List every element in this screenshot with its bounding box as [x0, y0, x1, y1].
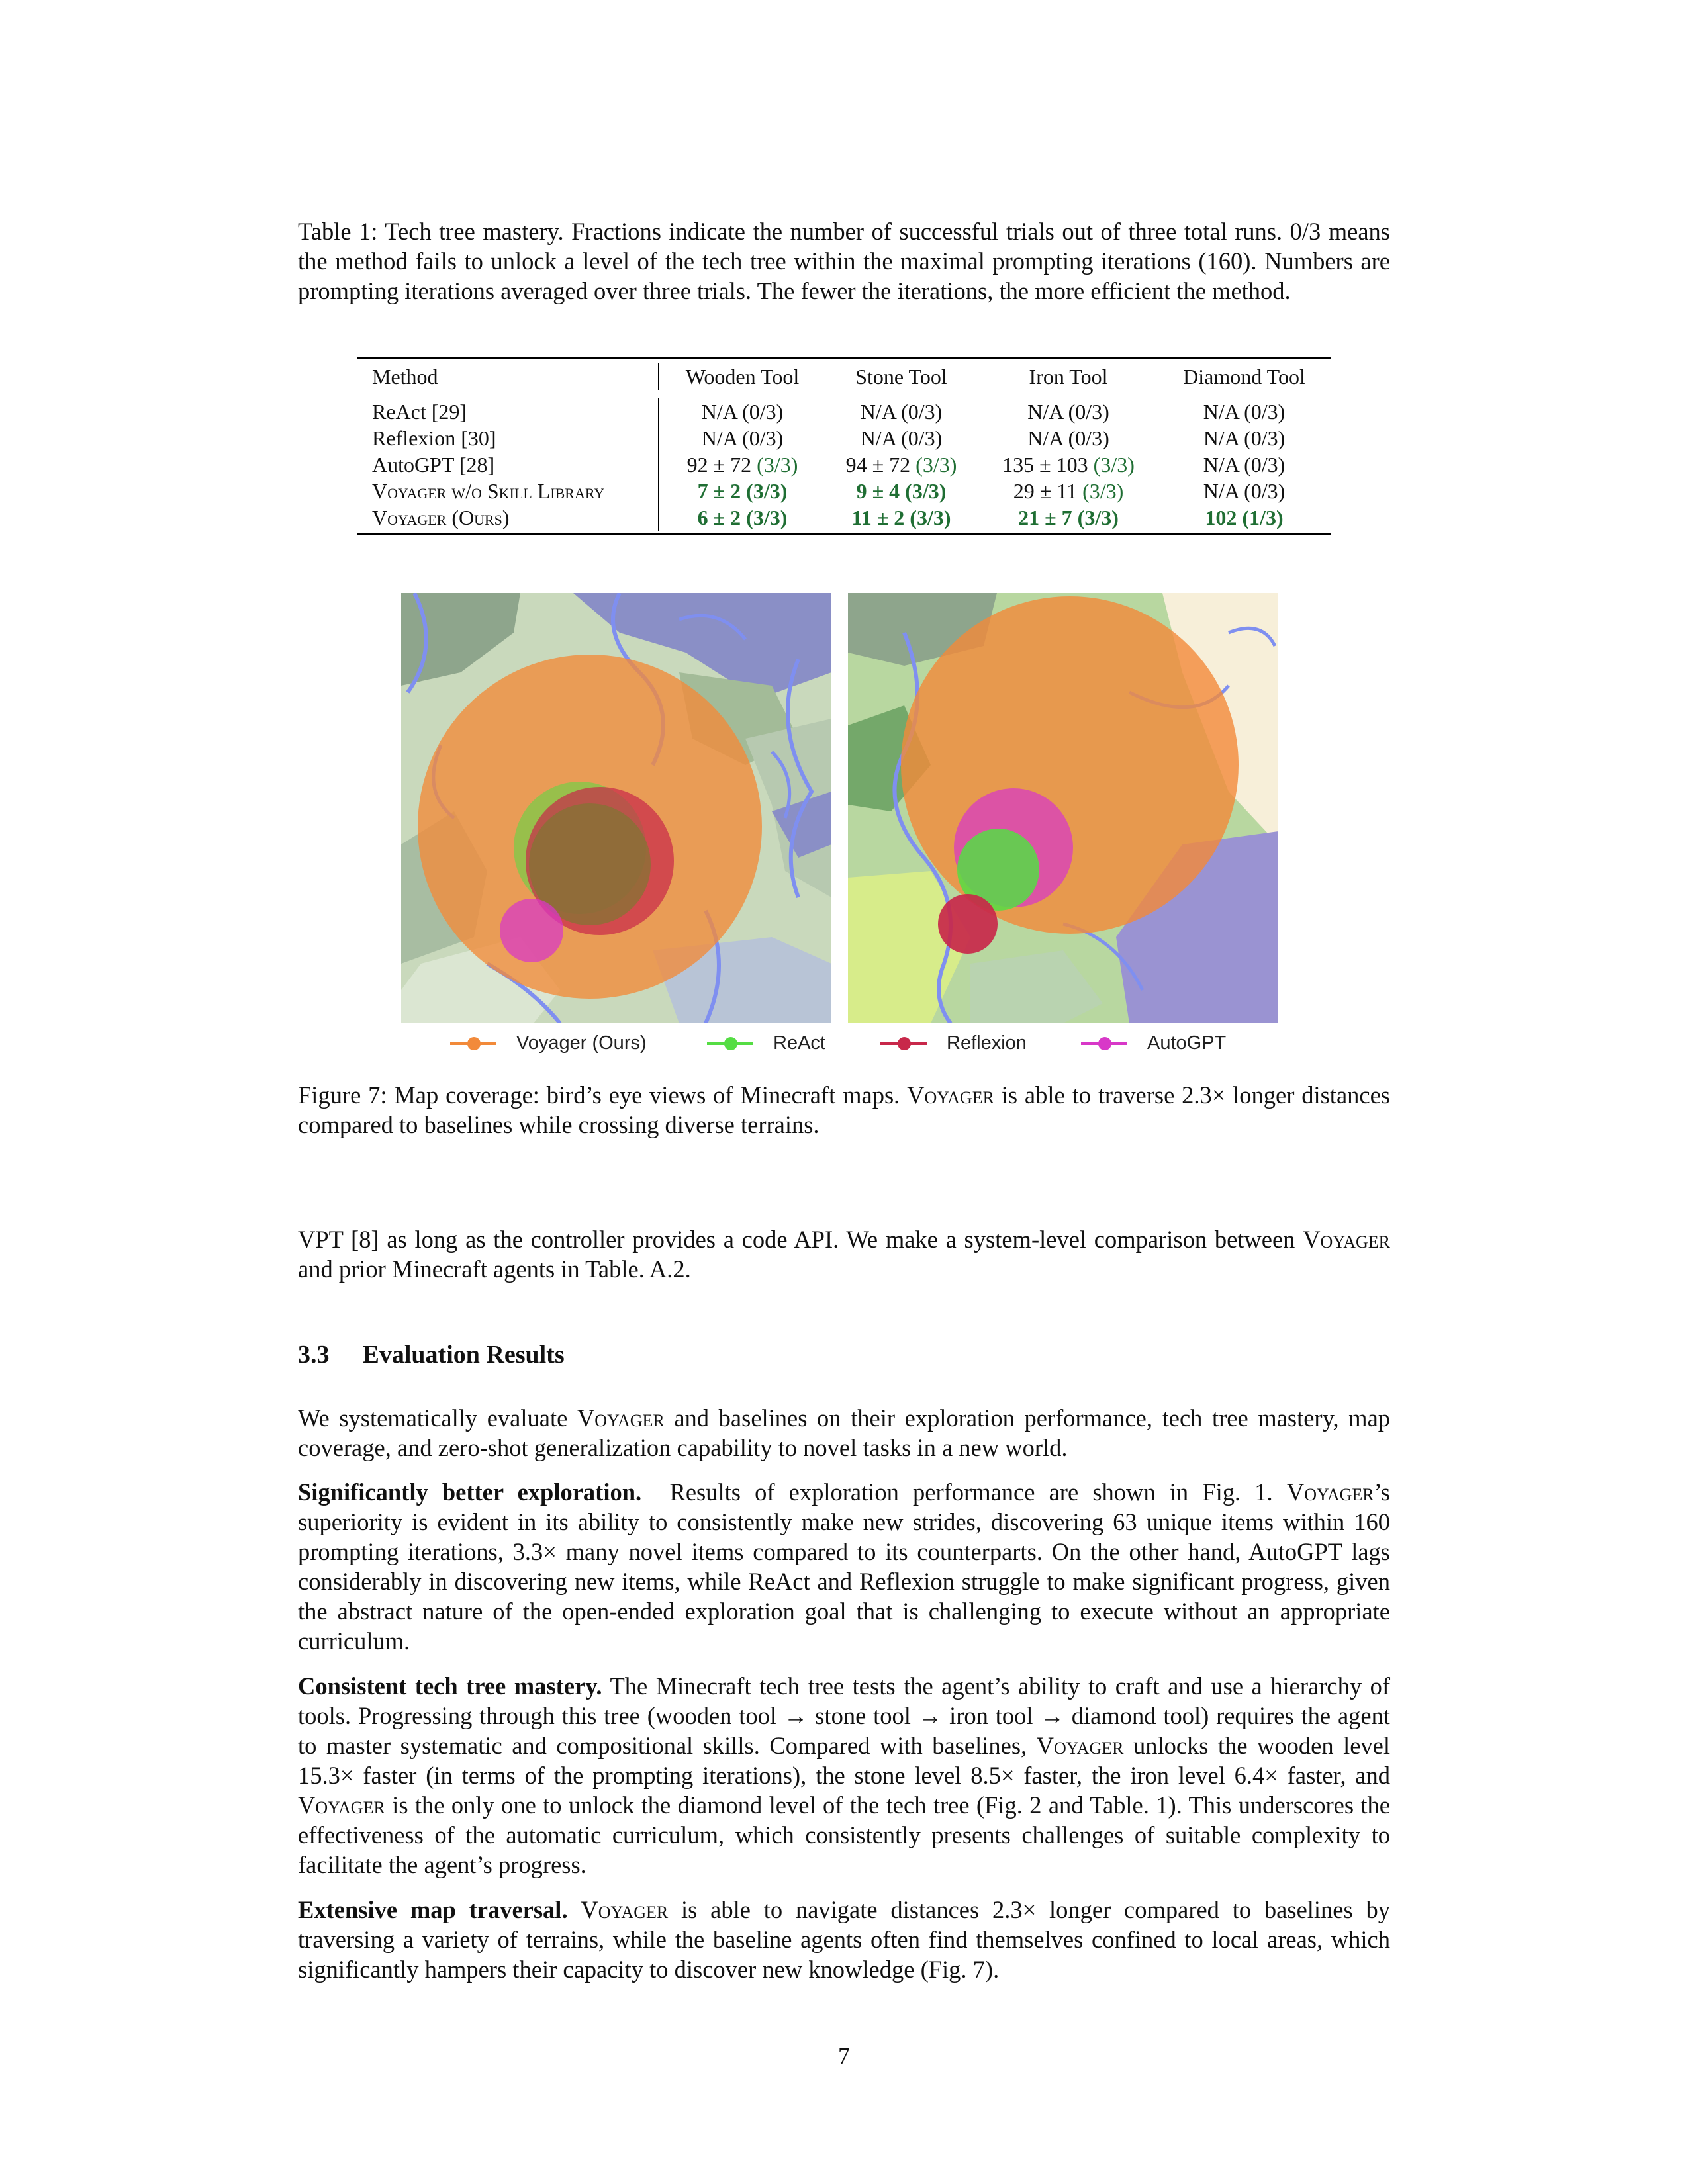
success-fraction: (0/3)	[1244, 479, 1286, 503]
iteration-value: N/A	[1203, 479, 1239, 503]
table-caption: Table 1: Tech tree mastery. Fractions indicate the number of successful trials out of three total runs. 0/3 means the method fails to unlock a level of the tech tree within the maximal prompting iterations (160). Numbers are prompting iterations averaged over three trials. The fewer the iterations, the more efficient the method.	[298, 218, 1390, 304]
legend-marker-icon	[707, 1042, 753, 1045]
reflexion-coverage-right	[938, 894, 998, 954]
result-cell	[661, 451, 823, 478]
table-row	[357, 478, 1331, 504]
iteration-value: N/A	[1203, 400, 1239, 424]
iteration-value: 29 ± 11	[1013, 479, 1078, 503]
result-cell	[979, 425, 1158, 451]
paragraph-map-traversal: Extensive map traversal. Voyager is able to navigate distances 2.3× longer compared to baselines by traversing a variety of terrains, while the baseline agents often find themselves confined to local areas, which significantly hampers their capacity to discover new knowledge (Fig. 7).	[298, 1896, 1391, 1983]
result-cell	[1158, 504, 1331, 531]
result-cell	[823, 504, 979, 531]
legend-label: ReAct	[773, 1032, 825, 1054]
paragraph-vpt: VPT [8] as long as the controller provides a code API. We make a system-level comparison between Voyager and prior Minecraft agents in Table. A.2.	[298, 1226, 1390, 1283]
paragraph-intro: We systematically evaluate Voyager and baselines on their exploration performance, tech tree mastery, map coverage, and zero-shot generalization capability to novel tasks in a new world.	[298, 1404, 1391, 1461]
legend-item	[1081, 1032, 1226, 1054]
success-fraction: (0/3)	[901, 426, 943, 450]
iteration-value: 6 ± 2	[697, 506, 741, 529]
legend-item	[880, 1032, 1027, 1054]
result-cell	[661, 398, 823, 425]
success-fraction: (3/3)	[1077, 506, 1119, 529]
iteration-value: N/A	[1203, 453, 1239, 477]
iteration-value: 135 ± 103	[1002, 453, 1088, 477]
iteration-value: N/A	[701, 426, 737, 450]
table-row	[357, 504, 1331, 531]
success-fraction: (3/3)	[905, 479, 947, 503]
success-fraction: (3/3)	[915, 453, 957, 477]
left-map	[401, 593, 831, 1023]
result-cell	[1158, 425, 1331, 451]
iteration-value: N/A	[701, 400, 737, 424]
paragraph-exploration: Significantly better exploration. Results of exploration performance are shown in Fig. 1. Voyager’s superiority is evident in its ability to consistently make new strides, discovering 63 unique items within 160 prompting iterations, 3.3× many novel items compared to its counterparts. On the other hand, AutoGPT lags considerably in discovering new items, while ReAct and Reflexion struggle to make significant progress, given the abstract nature of the open-ended exploration goal that is challenging to execute without an appropriate curriculum.	[298, 1479, 1391, 1655]
result-cell	[1158, 451, 1331, 478]
success-fraction: (0/3)	[1068, 426, 1109, 450]
success-fraction: (0/3)	[742, 400, 784, 424]
autogpt-coverage-left	[500, 899, 563, 962]
success-fraction: (3/3)	[757, 453, 798, 477]
map-coverage-figure	[401, 593, 1288, 1030]
tech-tree-table	[357, 357, 1331, 535]
legend-label: AutoGPT	[1147, 1032, 1227, 1054]
method-cell: Voyager (Ours)	[372, 506, 510, 529]
iteration-value: N/A	[860, 400, 896, 424]
success-fraction: (3/3)	[1082, 479, 1124, 503]
success-fraction: (0/3)	[1244, 400, 1286, 424]
legend-item	[707, 1032, 825, 1054]
iteration-value: 21 ± 7	[1018, 506, 1072, 529]
iteration-value: 9 ± 4	[856, 479, 900, 503]
result-cell	[979, 398, 1158, 425]
legend-marker-icon	[450, 1042, 496, 1045]
result-cell	[661, 504, 823, 531]
voyager-coverage-right	[901, 596, 1239, 934]
success-fraction: (3/3)	[746, 479, 788, 503]
method-cell: Voyager w/o Skill Library	[372, 479, 605, 503]
success-fraction: (0/3)	[1244, 453, 1286, 477]
success-fraction: (0/3)	[1068, 400, 1109, 424]
success-fraction: (3/3)	[910, 506, 951, 529]
iteration-value: N/A	[1027, 400, 1063, 424]
result-cell	[823, 425, 979, 451]
result-cell	[823, 398, 979, 425]
iteration-value: N/A	[860, 426, 896, 450]
header-stone: Stone Tool	[855, 365, 947, 388]
success-fraction: (0/3)	[742, 426, 784, 450]
figure-caption: Figure 7: Map coverage: bird’s eye views of Minecraft maps. Voyager is able to traverse 2.3× longer distances compared to baselines while crossing diverse terrains.	[298, 1081, 1390, 1138]
iteration-value: N/A	[1203, 426, 1239, 450]
header-wooden: Wooden Tool	[685, 365, 800, 388]
legend-label: Voyager (Ours)	[516, 1032, 647, 1054]
legend-marker-icon	[880, 1042, 927, 1045]
header-iron: Iron Tool	[1029, 365, 1108, 388]
success-fraction: (3/3)	[1093, 453, 1135, 477]
legend-item	[450, 1032, 647, 1054]
iteration-value: 11 ± 2	[851, 506, 905, 529]
result-cell	[661, 478, 823, 504]
result-cell	[1158, 478, 1331, 504]
success-fraction: (0/3)	[1244, 426, 1286, 450]
table-row	[357, 451, 1331, 478]
result-cell	[1158, 398, 1331, 425]
table-header-row	[357, 363, 1331, 390]
iteration-value: 102	[1205, 506, 1237, 529]
section-heading: 3.3 Evaluation Results	[298, 1341, 565, 1369]
result-cell	[979, 478, 1158, 504]
header-method: Method	[372, 365, 438, 388]
result-cell	[979, 504, 1158, 531]
right-map	[848, 593, 1278, 1023]
result-cell	[661, 425, 823, 451]
iteration-value: 92 ± 72	[686, 453, 752, 477]
page-number: 7	[838, 2042, 850, 2069]
table-row	[357, 398, 1331, 425]
iteration-value: N/A	[1027, 426, 1063, 450]
success-fraction: (0/3)	[901, 400, 943, 424]
iteration-value: 7 ± 2	[697, 479, 741, 503]
result-cell	[823, 478, 979, 504]
method-cell: Reflexion [30]	[372, 426, 496, 450]
method-cell: ReAct [29]	[372, 400, 467, 424]
iteration-value: 94 ± 72	[845, 453, 911, 477]
result-cell	[979, 451, 1158, 478]
legend-marker-icon	[1081, 1042, 1127, 1045]
legend-label: Reflexion	[947, 1032, 1027, 1054]
result-cell	[823, 451, 979, 478]
success-fraction: (1/3)	[1242, 506, 1284, 529]
method-cell: AutoGPT [28]	[372, 453, 495, 477]
success-fraction: (3/3)	[746, 506, 788, 529]
header-diamond: Diamond Tool	[1183, 365, 1305, 388]
paragraph-tech-tree: Consistent tech tree mastery. The Minecraft tech tree tests the agent’s ability to craft and use a hierarchy of tools. Progressing through this tree (wooden tool → stone tool → iron tool → diamond tool) requires the agent to master systematic and compositional skills. Compared with baselines, Voyager unlocks the wooden level 15.3× faster (in terms of the prompting iterations), the stone level 8.5× faster, the iron level 6.4× faster, and Voyager is the only one to unlock the diamond level of the tech tree (Fig. 2 and Table. 1). This underscores the effectiveness of the automatic curriculum, which consistently presents challenges of suitable complexity to facilitate the agent’s progress.	[298, 1672, 1391, 1878]
table-row	[357, 425, 1331, 451]
